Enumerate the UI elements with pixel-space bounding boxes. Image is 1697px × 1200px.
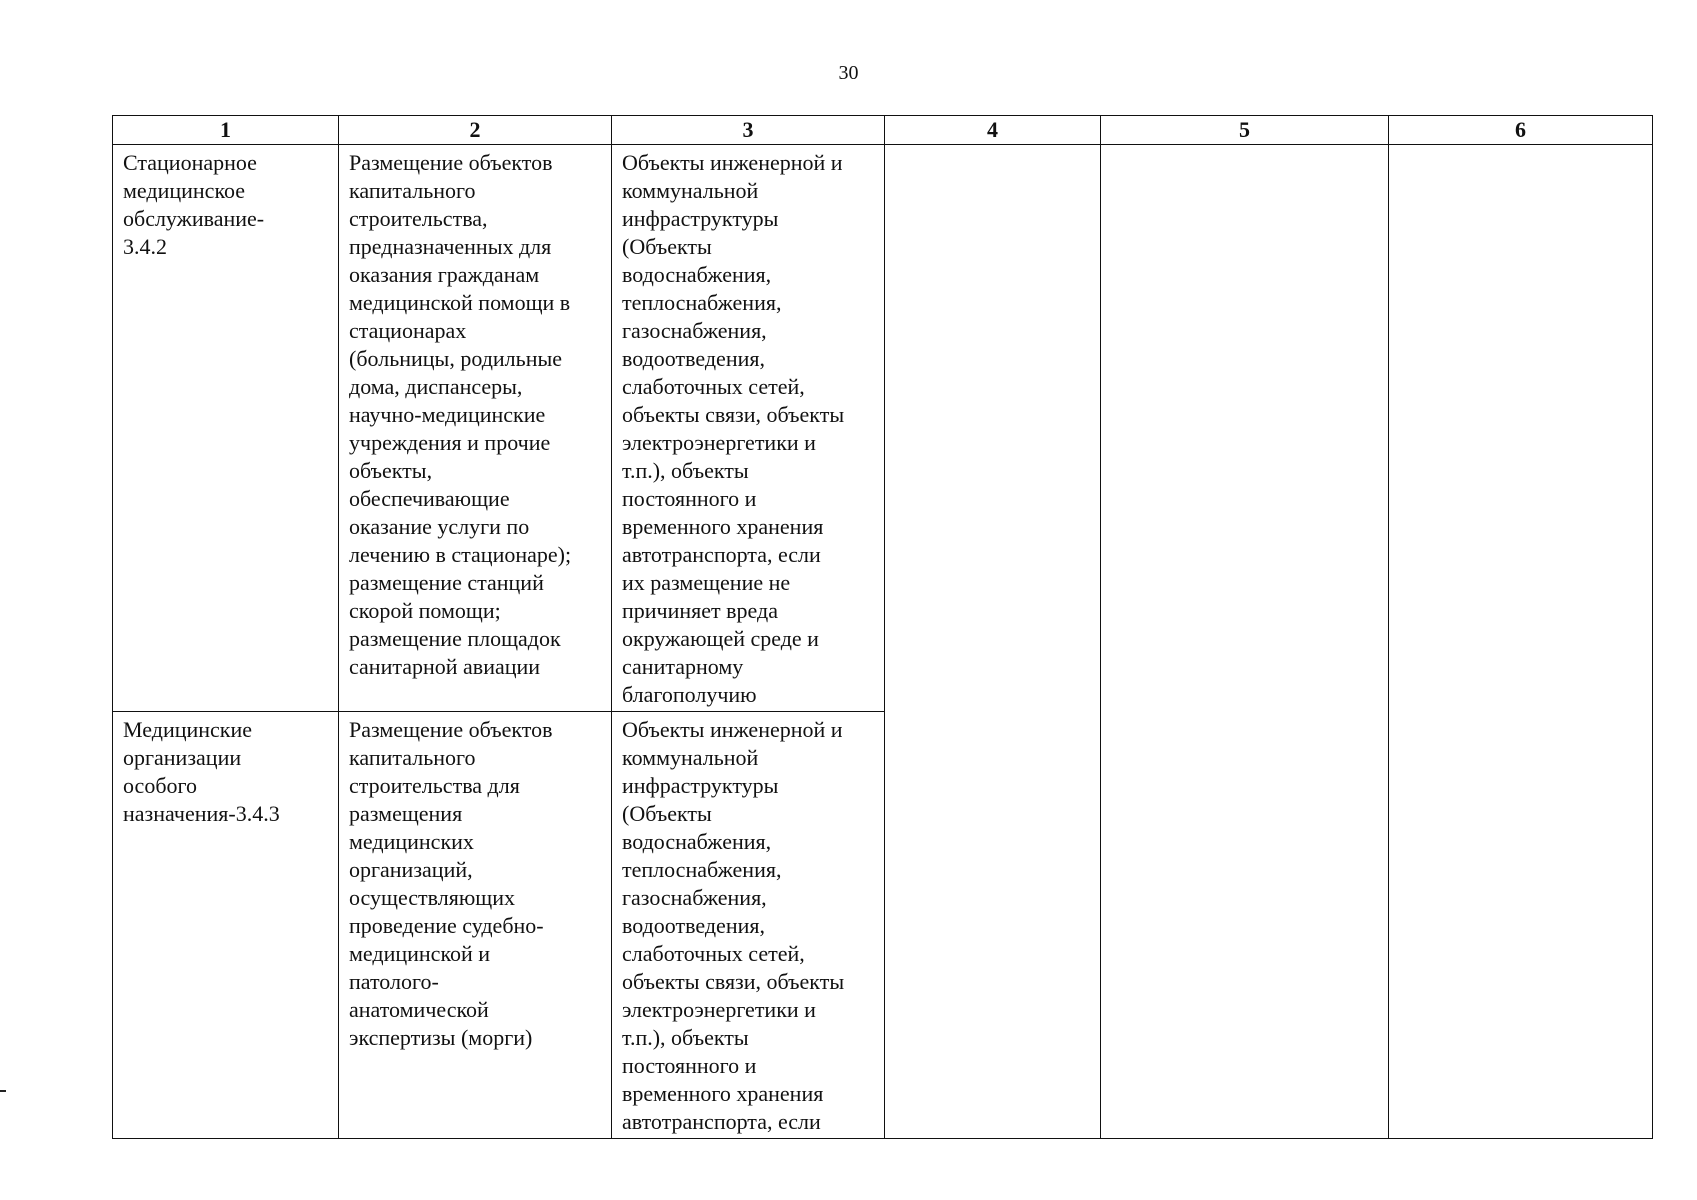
description-text: Размещение объектов капитального строительства, предназначенных для оказания гражданам медицинской помощи в стационарах (больницы, родильные дома, диспансеры, научно-медицинские учреждения и прочие объекты, обеспечивающие оказание услуги по лечению в стационаре); размещение станций скорой помощи; размещение площадок санитарной авиации <box>349 150 572 679</box>
table-row <box>113 145 1653 712</box>
column-header-4: 4 <box>885 116 1101 145</box>
column-6-cell <box>1389 145 1653 1139</box>
auxiliary-objects-cell <box>612 712 885 1139</box>
land-use-type-text: Медицинские организации особого назначения-3.4.3 <box>123 717 280 826</box>
description-text: Размещение объектов капитального строительства для размещения медицинских организаций, осуществляющих проведение судебно- медицинской и патолого- анатомической экспертизы (морги) <box>349 717 553 1050</box>
column-header-5: 5 <box>1101 116 1389 145</box>
land-use-type-cell <box>113 145 339 712</box>
table-header-row <box>113 116 1653 145</box>
land-use-table <box>112 115 1653 1139</box>
column-header-1: 1 <box>113 116 339 145</box>
page-number: 30 <box>838 62 859 84</box>
column-header-6: 6 <box>1389 116 1653 145</box>
column-header-2: 2 <box>339 116 612 145</box>
column-header-3: 3 <box>612 116 885 145</box>
land-use-type-cell <box>113 712 339 1139</box>
column-5-cell <box>1101 145 1389 1139</box>
scan-mark <box>0 1090 6 1092</box>
auxiliary-objects-text: Объекты инженерной и коммунальной инфраструктуры (Объекты водоснабжения, теплоснабжения, газоснабжения, водоотведения, слаботочных сетей, объекты связи, объекты электроэнергетики и т.п.), объекты постоянного и временного хранения автотранспорта, если <box>622 717 845 1134</box>
auxiliary-objects-cell <box>612 145 885 712</box>
land-use-type-text: Стационарное медицинское обслуживание- 3.4.2 <box>123 150 265 259</box>
description-cell <box>339 145 612 712</box>
description-cell <box>339 712 612 1139</box>
column-4-cell <box>885 145 1101 1139</box>
auxiliary-objects-text: Объекты инженерной и коммунальной инфраструктуры (Объекты водоснабжения, теплоснабжения, газоснабжения, водоотведения, слаботочных сетей, объекты связи, объекты электроэнергетики и т.п.), объекты постоянного и временного хранения автотранспорта, если их размещение не причиняет вреда окружающей среде и санитарному благополучию <box>622 150 845 707</box>
